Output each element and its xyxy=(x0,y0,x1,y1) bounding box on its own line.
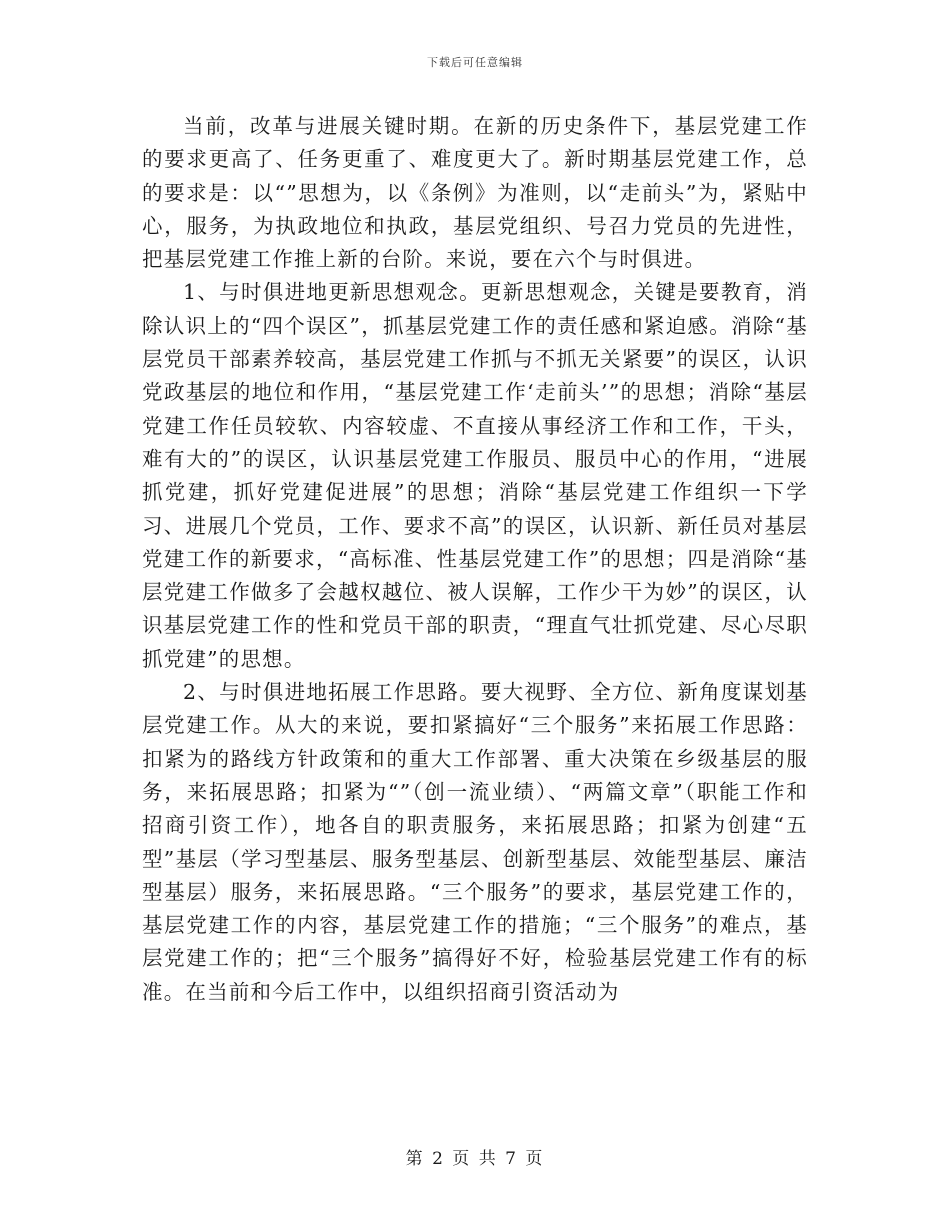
page-number: 第 2 页 共 7 页 xyxy=(405,1149,545,1169)
page-header: 下载后可任意编辑 xyxy=(427,56,523,69)
document-body xyxy=(142,110,808,1009)
paragraph-intro: 当前，改革与进展关键时期。在新的历史条件下，基层党建工作的要求更高了、任务更重了、难度更大了。新时期基层党建工作，总的要求是：以“”思想为，以《条例》为准则，以“走前头”为，紧贴中心，服务，为执政地位和执政，基层党组织、号召力党员的先进性，把基层党建工作推上新的台阶。来说，要在六个与时俱进。 xyxy=(142,114,808,272)
paragraph-section-1: 1、与时俱进地更新思想观念。更新思想观念，关键是要教育，消除认识上的“四个误区”，抓基层党建工作的责任感和紧迫感。消除“基层党员干部素养较高，基层党建工作抓与不抓无关紧要”的误区，认识党政基层的地位和作用，“基层党建工作‘走前头’”的思想；消除“基层党建工作任员较软、内容较虚、不直接从事经济工作和工作，干头，难有大的”的误区，认识基层党建工作服员、服员中心的作用，“进展抓党建，抓好党建促进展”的思想；消除“基层党建工作组织一下学习、进展几个党员，工作、要求不高”的误区，认识新、新任员对基层党建工作的新要求，“高标准、性基层党建工作”的思想；四是消除“基层党建工作做多了会越权越位、被人误解，工作少干为妙”的误区，认识基层党建工作的性和党员干部的职责，“理直气壮抓党建、尽心尽职抓党建”的思想。 xyxy=(142,280,808,671)
paragraph-section-2: 2、与时俱进地拓展工作思路。要大视野、全方位、新角度谋划基层党建工作。从大的来说，要扣紧搞好“三个服务”来拓展工作思路：扣紧为的路线方针政策和的重大工作部署、重大决策在乡级基层的服务，来拓展思路；扣紧为“”（创一流业绩）、“两篇文章”（职能工作和招商引资工作），地各自的职责服务，来拓展思路；扣紧为创建“五型”基层（学习型基层、服务型基层、创新型基层、效能型基层、廉洁型基层）服务，来拓展思路。“三个服务”的要求，基层党建工作的，基层党建工作的内容，基层党建工作的措施；“三个服务”的难点，基层党建工作的；把“三个服务”搞得好不好，检验基层党建工作有的标准。在当前和今后工作中，以组织招商引资活动为 xyxy=(142,680,808,1004)
